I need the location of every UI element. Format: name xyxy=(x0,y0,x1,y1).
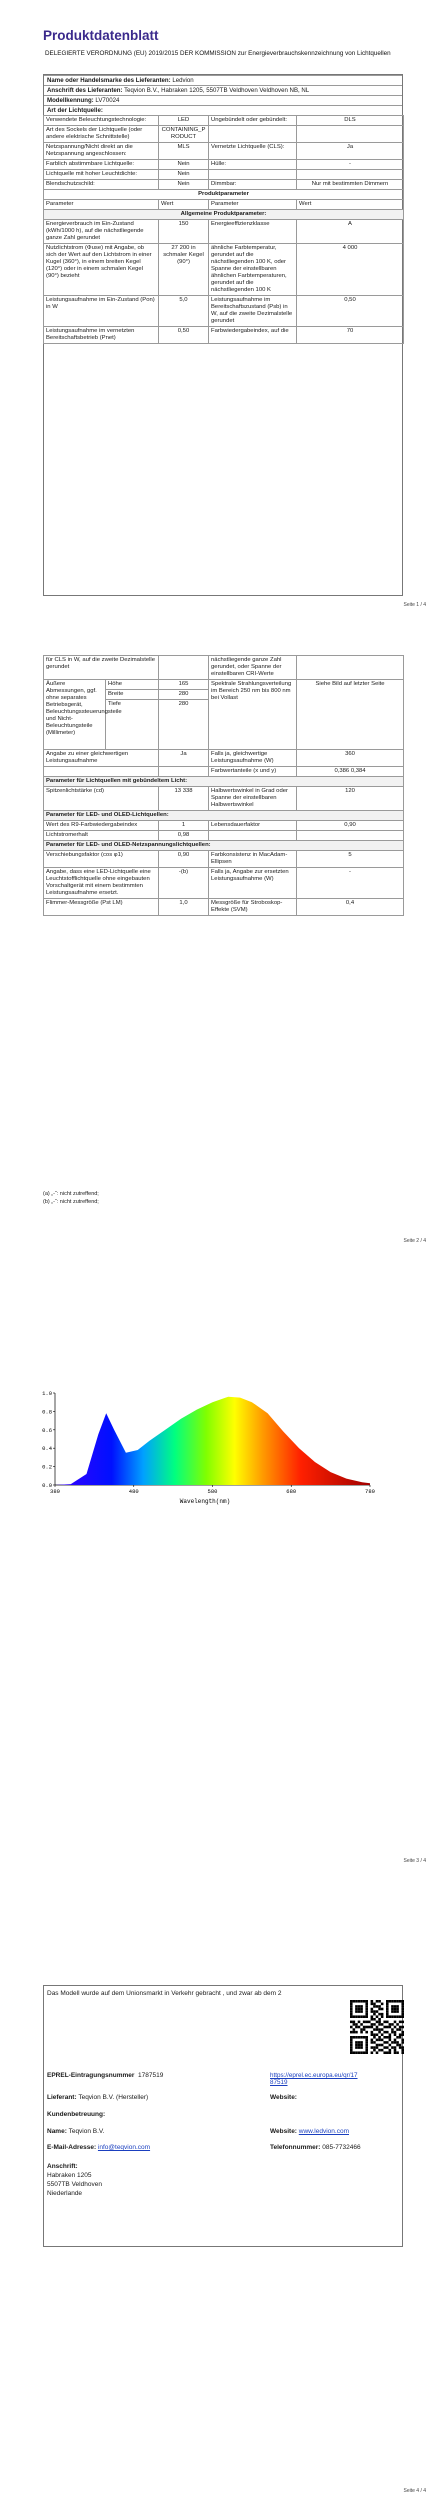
spectrum-svg xyxy=(40,1385,400,1505)
supplier-name: Ledvion xyxy=(172,77,194,84)
y-tick-label: 0.2 xyxy=(42,1463,52,1471)
directional-heading: Parameter für Lichtquellen mit gebündeltem Licht: xyxy=(44,777,404,787)
table-row: Angabe zu einer gleichwertigen Leistungsaufnahme Ja Falls ja, gleichwertige Leistungsaufnahme (W) 360 xyxy=(44,750,404,767)
dims-row: Breite 280 xyxy=(44,690,404,700)
x-axis-label: Wavelength(nm) xyxy=(179,1498,231,1505)
general-params-heading: Allgemeine Produktparameter: xyxy=(44,210,404,220)
address-block: Anschrift: Habraken 1205 5507TB Veldhoven Niederlande xyxy=(47,2163,102,2197)
table-row: Angabe, dass eine LED-Lichtquelle eine Leuchtstofflichtquelle ohne eingebauten Vorschaltgerät mit einem bestimmten Leistungsaufnahme ersetzt. -(b) Falls ja, Angabe zur ersetzten Leistungsaufnahme (W) - xyxy=(44,868,404,899)
chart-plot xyxy=(55,1397,370,1485)
regulation-text: DELEGIERTE VERORDNUNG (EU) 2019/2015 DER KOMMISSION zur Energieverbrauchskennzeichnung von Lichtquellen xyxy=(45,50,391,57)
supplier-address-label: Anschrift des Lieferanten: xyxy=(47,87,123,94)
email-row: E-Mail-Adresse: info@teqvion.com xyxy=(47,2144,151,2151)
service-label: Kundenbetreuung: xyxy=(47,2111,106,2118)
page-number: Seite 2 / 4 xyxy=(403,1238,426,1244)
address-line: 5507TB Veldhoven xyxy=(47,2181,102,2188)
light-type-label: Art der Lichtquelle: xyxy=(47,107,103,114)
table-row: Nutzlichtstrom (Φuse) mit Angabe, ob sich der Wert auf den Lichtstrom in einer Kugel (360°), in einem breiten Kegel (120°) oder in einem schmalen Kegel (90°) bezieht 27 200 in schmaler Kegel (90°) ähnliche Farbtemperatur, gerundet auf die nächstliegenden 100 K, oder Spanne der einstellbaren ähnlichen Farbtemperaturen, gerundet auf die nächstliegenden 100 K 4 000 xyxy=(44,244,404,296)
spectrum-area xyxy=(55,1397,370,1485)
footnote-a: (a) „-“: nicht zutreffend; xyxy=(43,1191,99,1197)
table-row: Leistungsaufnahme im Ein-Zustand (Pon) in W 5,0 Leistungsaufnahme im Bereitschaftszustand (Psb) in W, auf die zweite Dezimalstelle gerundet 0,50 xyxy=(44,296,404,327)
x-tick-label: 480 xyxy=(128,1488,139,1495)
table-row: Art des Sockels der Lichtquelle (oder andere elektrische Schnittstelle) CONTAINING_PRODUCT xyxy=(44,126,404,143)
x-tick-label: 780 xyxy=(365,1488,375,1495)
table-row: Farbwertanteile (x und y) 0,386 0,384 xyxy=(44,767,404,777)
y-tick-label: 0.8 xyxy=(42,1408,52,1416)
page-number: Seite 3 / 4 xyxy=(403,1858,426,1864)
table-row: Energieverbrauch im Ein-Zustand (kWh/1000 h), auf die nächstliegende ganze Zahl gerundet 150 Energieeffizienzklasse A xyxy=(44,220,404,244)
supplier-name-row xyxy=(44,75,402,85)
supplier-address-row xyxy=(44,85,402,95)
website-link[interactable]: www.ledvion.com xyxy=(298,2128,349,2135)
mains-heading: Parameter für LED- und OLED-Netzspannungslichtquellen: xyxy=(44,841,404,851)
y-tick-label: 0.0 xyxy=(42,1482,52,1489)
x-tick-label: 380 xyxy=(50,1488,60,1495)
website-label: Website: xyxy=(270,2094,297,2101)
page-number: Seite 4 / 4 xyxy=(403,2488,426,2494)
table-row: Verschiebungsfaktor (cos φ1) 0,90 Farbkonsistenz in MacAdam-Ellipsen 5 xyxy=(44,851,404,868)
address-line: Habraken 1205 xyxy=(47,2172,92,2179)
phone-row: Telefonnummer: 085-7732466 xyxy=(270,2144,361,2151)
name-row: Name: Teqvion B.V. xyxy=(47,2128,105,2135)
supplier-row: Lieferant: Teqvion B.V. (Hersteller) xyxy=(47,2094,149,2101)
eprel-row: EPREL-Eintragungsnummer 1787519 xyxy=(47,2072,164,2079)
website2-row: Website: www.ledvion.com xyxy=(270,2128,349,2135)
table-row: Leistungsaufnahme im vernetzten Bereitschaftsbetrieb (Pnet) 0,50 Farbwiedergabeindex, auf die 70 xyxy=(44,327,404,344)
x-tick-label: 580 xyxy=(207,1488,218,1495)
model-row xyxy=(44,95,402,105)
spectrum-chart xyxy=(40,1385,400,1505)
table-row: Lichtquelle mit hoher Leuchtdichte: Nein xyxy=(44,170,404,180)
supplier-address: Teqvion B.V., Habraken 1205, 5507TB Veldhoven Veldhoven NB, NL xyxy=(124,87,310,94)
footnote-b: (b) „-“: nicht zutreffend; xyxy=(43,1199,99,1205)
model-id: LV70024 xyxy=(95,97,120,104)
product-params-heading: Produktparameter xyxy=(44,190,404,200)
table-row: Netzspannung/Nicht direkt an die Netzspannung angeschlossen: MLS Vernetzte Lichtquelle (CLS): Ja xyxy=(44,143,404,160)
footnotes xyxy=(43,1190,99,1206)
table-row: Lichtstromerhalt 0,98 xyxy=(44,831,404,841)
eprel-link[interactable]: https://eprel.ec.europa.eu/qr/1787519 xyxy=(270,2072,358,2086)
column-header-row: Parameter Wert Parameter Wert xyxy=(44,200,404,210)
light-source-table xyxy=(43,115,404,344)
market-intro: Das Modell wurde auf dem Unionsmarkt in Verkehr gebracht , und zwar ab dem 2 xyxy=(47,1990,282,1997)
dims-row: Äußere Abmessungen, ggf. ohne separates Betriebsgerät, Beleuchtungssteuerungsteile und Nicht-Beleuchtungsteile (Millimeter) Höhe 165 Spektrale Strahlungsverteilung im Bereich 250 nm bis 800 nm bei Vollast Siehe Bild auf letzter Seite xyxy=(44,680,404,690)
table-row: Blendschutzschild: Nein Dimmbar: Nur mit bestimmten Dimmern xyxy=(44,180,404,190)
table-row: Flimmer-Messgröße (Pst LM) 1,0 Messgröße für Stroboskop-Effekte (SVM) 0,4 xyxy=(44,899,404,916)
table-row: Spitzenlichtstärke (cd) 13 338 Halbwertswinkel in Grad oder Spanne der einstellbaren Halbwertswinkel 120 xyxy=(44,787,404,811)
model-label: Modellkennung: xyxy=(47,97,94,104)
x-tick-label: 680 xyxy=(286,1488,297,1495)
qr-code-icon xyxy=(350,2000,404,2054)
table-row: Wert des R9-Farbwiedergabeindex 1 Lebensdauerfaktor 0,90 xyxy=(44,821,404,831)
page-number: Seite 1 / 4 xyxy=(403,602,426,608)
y-tick-label: 1.0 xyxy=(42,1390,52,1397)
table-row: für CLS in W, auf die zweite Dezimalstelle gerundet nächstliegende ganze Zahl gerundet, oder Spanne der einstellbaren CRI-Werte xyxy=(44,656,404,680)
table-row: Farblich abstimmbare Lichtquelle: Nein Hülle: - xyxy=(44,160,404,170)
page-title: Produktdatenblatt xyxy=(43,28,159,43)
led-heading: Parameter für LED- und OLED-Lichtquellen: xyxy=(44,811,404,821)
email-link[interactable]: info@teqvion.com xyxy=(97,2144,151,2151)
table-row: Verwendete Beleuchtungstechnologie: LED Ungebündelt oder gebündelt: DLS xyxy=(44,116,404,126)
y-tick-label: 0.6 xyxy=(42,1426,52,1434)
parameters-table-continued xyxy=(43,655,404,916)
address-line: Niederlande xyxy=(47,2190,83,2197)
dims-row: Tiefe 280 xyxy=(44,700,404,750)
supplier-name-label: Name oder Handelsmarke des Lieferanten: xyxy=(47,77,171,84)
y-tick-label: 0.4 xyxy=(42,1445,52,1453)
